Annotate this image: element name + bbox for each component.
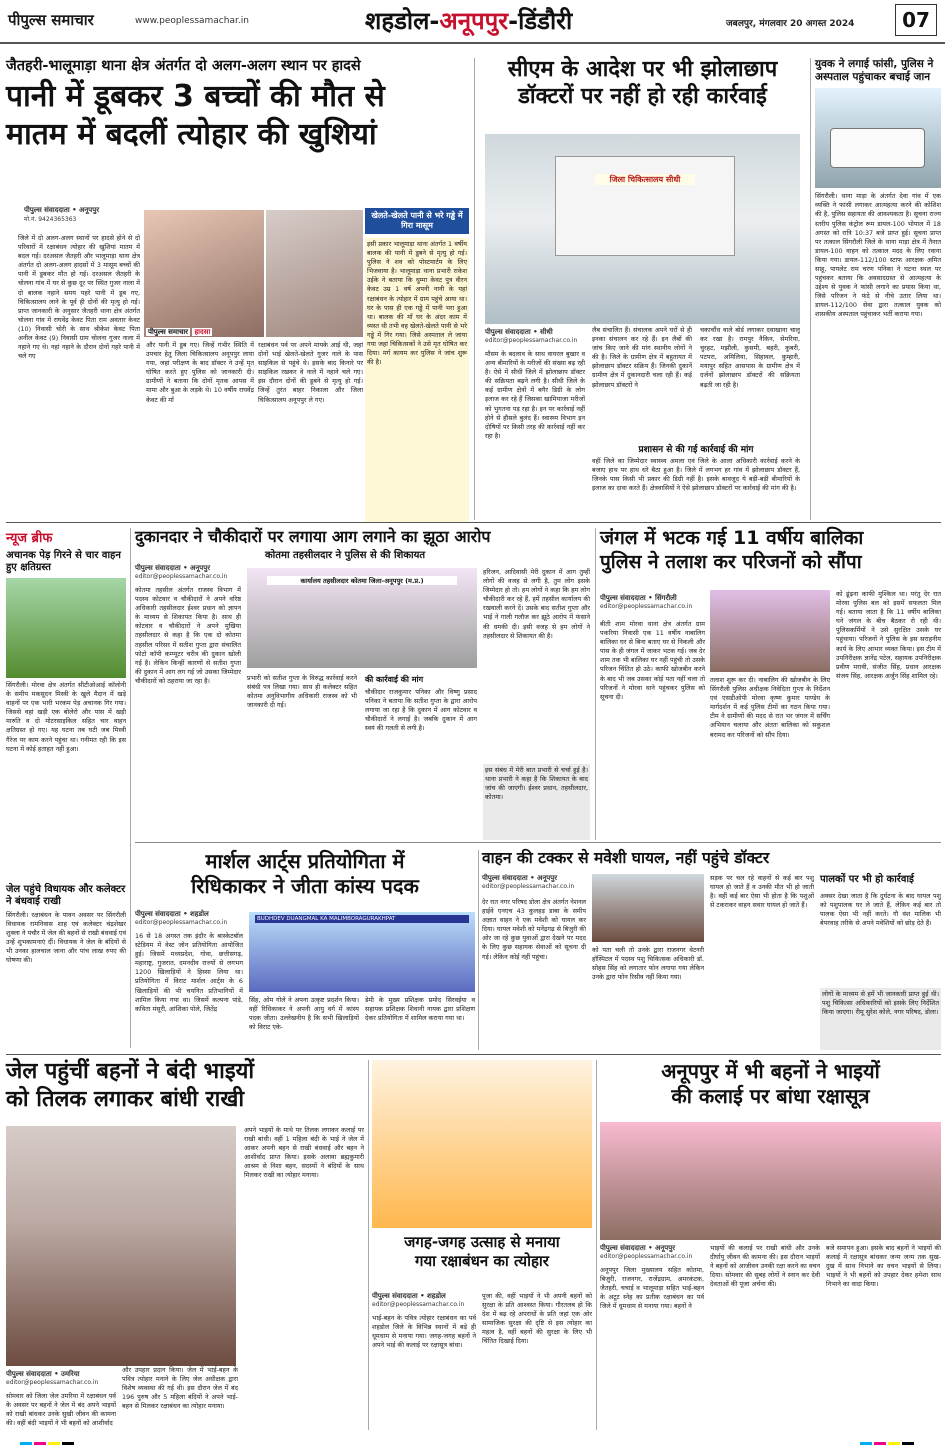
- dateline: जबलपुर, मंगलवार 20 अगस्त 2024: [726, 19, 855, 29]
- drowning-photo-1: [144, 210, 264, 337]
- jail-col3: अपने भाइयों के माथे पर तिलक लगाकर कलाई पर राखी बांधी। वहीं 1 महिला बंदी के भाई ने जेल में आकर अपनी बहन से राखी बंधवाई और बहन ने आशीर्वाद प्राप्त किया। इसके अलावा ब्रह्मकुमारी आश्रम से निशा बहन, सदस्यों ने बंदियों के साथ मिलकर राखी का त्योहार मनाया।: [244, 1126, 364, 1180]
- brief-item2-body: सिंगरौली। रक्षाबंधन के पावन अवसर पर सिंगरौली विधायक रामनिवास शाह एवं कलेक्टर चंद्रशेखर शुक्ला ने पचौर में जेल की बहनों से राखी बंधवाई एवं उन्हें शुभकामनाएं दीं। विधायक ने जेल के बंदियों से भी उनका हालचाल जाना और पांच लाख रुपए की घोषणा की।: [6, 911, 126, 965]
- cattle-byline: पीपुल्स संवाददाता • अनूपपुर: [482, 874, 558, 882]
- cattle-col2: को पता चली तो उनके द्वारा राजनगर वेटनरी हॉस्पिटल में पदस्थ पशु चिकित्सक अधिकारी डॉ. सोहस सिंह को लगातार फोन लगाया गया लेकिन उनके द्वारा फोन रिसीव नहीं किया गया।: [592, 946, 704, 982]
- lost-girl-email: editor@peoplessamachar.co.in: [600, 603, 693, 610]
- brief-item1-photo: [6, 578, 126, 678]
- quack-col2: लैब संचालित हैं। संचालक अपने घरों से ही इनका संचालन कर रहे हैं। इन लैबों की जांच किए जाने की मांग स्थानीय लोगों ने की है। जिले के ग्रामीण क्षेत्र में बहुतायत में झोलाछाप डॉक्टर सक्रिय हैं। जिनकी दुकानें ग्रामीण क्षेत्र में दुकानदारी चला रही हैं। कई झोलाछाप डॉक्टरों ने: [592, 326, 692, 389]
- anuppur-col1: अनूपपुर जिला मुख्यालय सहित कोतमा, बिजुरी, राजनगर, राजेंद्रग्राम, अमरकंटक, जैतहरी, चचाई व भालूमाड़ा सहित भाई-बहन के अटूट स्नेह का प्रतीक रक्षाबंधन का पर्व जिले में धूमधाम से मनाया गया। बहनों ने: [600, 1266, 704, 1311]
- quack-headline-1: सीएम के आदेश पर भी झोलाछाप: [507, 57, 778, 82]
- drowning-headline-1: पानी में डूबकर 3 बच्चों की मौत से: [6, 79, 385, 115]
- drowning-side-box: [365, 208, 469, 518]
- story-fire: [135, 528, 590, 840]
- side-body: इसी प्रकार भालूमाड़ा थाना अंतर्गत 1 वर्षीय बालक की पानी में डूबने से मृत्यु हो गई। पुलिस ने शव को पोस्टमार्टम के लिए भिजवाया है। भालूमाड़ा थाना प्रभारी राकेश उईके ने बताया कि धुम्मा केवट पुत्र वीरन केवट उम्र 1 वर्ष अपनी नानी के यहां रक्षाबंधन के त्योहार में ग्राम पहुंचे आया था। घर के पास ही एक गड्ढे में पानी भरा हुआ था। बालक की माँ घर के अंदर काम में व्यस्त थी तभी वह खेलते-खेलते पानी से भरे गड्ढे में गिर गया। जिसे अस्पताल ले जाया गया जहां चिकित्सकों ने उसे मृत घोषित कर दिया। मर्ग कायम कर पुलिस ने जांच शुरू की है।: [365, 238, 469, 523]
- fire-col1: कोतमा तहसील अंतर्गत राजस्व विभाग में पदस्थ कोटवार व चौकीदारों ने अपने वरिष्ठ अधिकारी तहसीलदार ईश्वर प्रधान को ज्ञापन के माध्यम से शिकायत किया है। साथ ही कोटवार व चौकीदारों ने अपने मुखिया तहसीलदार से कहा है कि एक दो कोतमा तहसील परिसर में सतीश गुप्ता द्वारा संचालित फोटो कॉपी कम्प्यूटर चरीत्र की दुकान खोली गई है। लेकिन किन्हीं कारणों से सतीश गुप्ता की दुकान में आग लग गई जो उसका जिम्मेदार चौकीदारों को ठहराया जा रहा है।: [135, 586, 241, 685]
- region-title: [365, 4, 572, 37]
- story-lost-girl: [600, 528, 941, 840]
- registration-bar: [20, 1435, 76, 1443]
- story-suicide: [815, 58, 941, 520]
- jail-headline-2: को तिलक लगाकर बांधी राखी: [6, 1086, 245, 1112]
- lost-girl-byline: पीपुल्स संवाददाता • सिंगरौली: [600, 594, 677, 602]
- fire-quote: इस संबंध में मेरी बात प्रभारी से चर्चा हुई है। थाना प्रभारी ने कहा है कि शिकायत के बाद जांच की जाएगी। ईश्वर प्रधान, तहसीलदार, कोतमा।: [483, 764, 590, 840]
- martial-headline-1: मार्शल आर्ट्स प्रतियोगिता में: [205, 849, 405, 873]
- story-cattle: [482, 850, 941, 1050]
- news-brief: [6, 528, 126, 1050]
- cattle-side-headline: पालकों पर भी हो कार्रवाई: [820, 874, 914, 885]
- quack-col1: मौसम के बदलाव के साथ वायरल बुखार व अन्य बीमारियों के मरीजों की संख्या बढ़ रही है। ऐसे में सीधी जिले में झोलाछाप डॉक्टर की सक्रियता बढ़ने लगी है। सीधी जिले के कई ग्रामीण क्षेत्रों में बगैर डिग्री के लोग इलाज कर रहे हैं जिसका खामियाजा मरीजों को भुगतना पड़ रहा है। इन पर कार्रवाई नहीं होने से हौसले बुलंद हैं। स्वास्थ्य विभाग इन दोषियों पर किसी तरह की कार्रवाई नहीं कर रहा है।: [485, 350, 585, 440]
- story-quack: [480, 58, 805, 520]
- cattle-col3: सड़क पर चल रहे वाहनों से कई बार पशु घायल हो जाते हैं व उनकी मौत भी हो जाती है। वहीं कई बार ऐसा भी होता है कि पशुओं से टकराकर वाहन सवार घायल हो जाते हैं।: [710, 874, 814, 910]
- story-anuppur-rakhi: [600, 1060, 941, 1430]
- lost-girl-photo: [710, 590, 830, 672]
- quack-photo-hospital: [485, 134, 800, 324]
- fire-col3: चौकीदार राजकुमार पनिका और विष्णु प्रसाद पनिका ने बताया कि सतीश गुप्ता के द्वारा आरोप लगाया जा रहा है कि दुकान में आग कोटवार व चौकीदारों ने लगाई है। जबकि दुकान में आग स्वयं की गलती से लगी है।: [365, 688, 477, 733]
- story-drowning: [6, 58, 469, 518]
- cattle-quote: लोगों के माध्यम से हमें भी जानकारी प्राप्त हुई थी। पशु चिकित्सा अधिकारियों को इसके लिए निर्देशित किया जाएगा। रीमू सुरेश कोले, नगर परिषद, डोला।: [820, 988, 941, 1050]
- region-title-anuppur: अनूपपुर: [439, 7, 509, 35]
- side-heading: खेलते-खेलते पानी से भरे गड्ढे में गिरा मासूम: [365, 208, 469, 234]
- suicide-headline: युवक ने लगाई फांसी, पुलिस ने अस्पताल पहुंचाकर बचाई जान: [815, 58, 934, 84]
- anuppur-col2: भाइयों की कलाई पर राखी बांधी और उनके दीर्घायु जीवन की कामना की। इस दौरान भाइयों ने बहनों को आजीवन उनकी रक्षा करने का वचन दिया। सोमवार की सुबह लोगों ने स्नान कर देवी देवताओं की पूजा अर्चना की।: [710, 1244, 820, 1289]
- fire-photo: [247, 568, 477, 668]
- hospital-building: [555, 156, 735, 256]
- festival-col2: पूजा की, वहीं भाइयों ने भी अपनी बहनों को सुरक्षा के प्रति आश्वस्त किया। गौरतलब हो कि देश में बढ़ रहे अपराधों के प्रति जहां एक ओर सामाजिक सुरक्षा की दृष्टि से इस त्योहार का महत्व है, वहीं बहनों की सुरक्षा के लिए भी चिंतित दिखाई दिया।: [482, 1292, 592, 1346]
- page-number: 07: [895, 4, 937, 36]
- drowning-headline-2: मातम में बदलीं त्योहार की खुशियां: [6, 116, 377, 152]
- jail-photo: [6, 1126, 236, 1366]
- quack-col3: चकाचौंध वाले बोर्ड लगाकर दवाखाना चालू कर रखा है। रामपुर नैकिन, सेमरिया, चुरहट, मझौली, कुसमी, बहरी, कुबरी, पटपरा, अमिलिया, सिहावल, कुम्हारी, मयापुर सहित आसपास के ग्रामीण क्षेत्र में दर्जनों झोलाछाप डॉक्टरों की सक्रियता बढ़ती जा रही है।: [700, 326, 800, 389]
- jail-byline: पीपुल्स संवाददाता • उमरिया: [6, 1370, 80, 1378]
- drowning-body-right: रक्षाबंधन पर्व पर अपने मायके आई थी, जहां दोनों भाई खेलते-खेलते गुजर नाले के पास साइकिल से पहुंचे थे। इसके बाद किनारे पर साइकिल रखकर वे नाले में नहाने चले गए। इस दौरान दोनों की डूबने से मृत्यु हो गई। जिन्हें तुरंत बाहर निकाला और जिला चिकित्सालय अनूपपुर ले गए।: [258, 341, 363, 404]
- fire-byline: पीपुल्स संवाददाता • अनूपपुर: [135, 564, 211, 572]
- anuppur-photo: [600, 1122, 941, 1240]
- brief-item2-title: जेल पहुंचे विधायक और कलेक्टर ने बंधवाई राखी: [6, 884, 126, 907]
- fire-col2: प्रभारी को सतीश गुप्ता के विरुद्ध कार्रवाई करने संबंधी पत्र लिखा गया। साथ ही कलेक्टर सहित कोतमा अनुविभागीय अधिकारी राजस्व को भी जानकारी दी गई।: [247, 674, 357, 710]
- drowning-mobile: मो.नं. 9424365363: [24, 216, 77, 223]
- martial-headline-2: रिधिकाकर ने जीता कांस्य पदक: [191, 874, 419, 899]
- quack-byline: पीपुल्स संवाददाता • सीधी: [485, 328, 553, 336]
- demand-title: प्रशासन से की गई कार्रवाई की मांग: [638, 445, 754, 455]
- martial-banner: BUDHDEV DUANGMAL KA MALIMBORAGURAKHPAT: [255, 915, 469, 923]
- suicide-body: सिंगरौली। थाना माड़ा के अंतर्गत देवा गांव में एक व्यक्ति ने फांसी लगाकर आत्महत्या करने की कोशिश की है, पुलिस सहायता की आवश्यकता है। सूचना राज्य स्तरीय पुलिस कंट्रोल रूम डायल-100 भोपाल में 18 अगस्त को रात्रि 10:37 बजे प्राप्त हुई। सूचना प्राप्त पर तत्काल सिंगरौली जिले के थाना माड़ा क्षेत्र में तैनात डायल-100 वाहन को तत्काल मदद के लिए रवाना किया गया। डायल-112/100 स्टाफ आरक्षक अमित साहू, पायलेट राम चरण पनिका ने घटना स्थल पर पहुंचकर बताया कि अवसादग्रस्त से आत्महत्या के उद्देश्य से युवक ने फांसी लगाने का प्रयास किया था, जिसे परिजन ने फंदे से नीचे उतार लिया था। डायल-112/100 सेवा द्वारा तत्काल युवक को शासकीय अस्पताल पहुंचाकर भर्ती कराया गया।: [815, 192, 941, 319]
- fire-headline: दुकानदार ने चौकीदारों पर लगाया आग लगाने का झूठा आरोप: [135, 527, 491, 546]
- martial-col3: डेमी के मुख्य प्रशिक्षक प्रमोद सिरवईया व सहायक प्रशिक्षक शिवानी नायक द्वारा प्रशिक्षण देकर प्रतियोगिता में शामिल कराया गया था।: [365, 996, 475, 1023]
- demand-body: वहीं जिले का जिम्मेदार स्वास्थ्य अमला एवं जिले के आला अधिकारी कार्रवाई करने के बजाए हाथ पर हाथ धरे बैठा हुआ है। जिले में लगभग हर गांव में झोलाछाप डॉक्टर हैं, जिनके पास किसी भी प्रकार की डिग्री नहीं है। इसके बावजूद ये बड़ी-बड़ी बीमारियों के इलाज का दावा करते हैं। क्षेत्रवासियों ने ऐसे झोलाछाप डॉक्टरों पर कार्रवाई की मांग की है।: [592, 457, 800, 493]
- region-title-dindori: -डिंडौरी: [508, 7, 573, 35]
- martial-col1: 16 से 18 अगस्त तक इंदौर के बास्केटबॉल स्टेडियम में वेस्ट जोन प्रतियोगिता आयोजित हुई। जिसमें मध्यप्रदेश, गोवा, छत्तीसगढ़, महाराष्ट्र, गुजरात, दमनदीव राज्यों से लगभग 1200 खिलाड़ियों ने हिस्सा लिया था। प्रतियोगिता में विराट मार्शल आर्ट्स के 6 खिलाड़ियों की भी चयनित प्रतिभागियों में शामिल किया गया था। जिसमें कल्पना पांडे, कविता मंसूरी, आंशिका पोले, जितेंद्र: [135, 932, 243, 1013]
- anuppur-email: editor@peoplessamachar.co.in: [600, 1253, 693, 1260]
- lost-girl-headline-2: पुलिस ने तलाश कर परिजनों को सौंपा: [600, 551, 862, 574]
- drowning-body-mid: और पानी में डूब गए। जिन्हें गंभीर स्थिति में उपचार हेतु जिला चिकित्सालय अनूपपुर लाया गया, जहां परीक्षण के बाद डॉक्टर ने उन्हें मृत घोषित करते हुए पुलिस को जानकारी दी। ग्रामीणों ने बताया कि दोनों मृतक आपस में मामा और बुआ के लड़के थे। 10 वर्षीय राघवेंद्र केवट की माँ: [146, 341, 254, 404]
- anuppur-col3: बजे समापन हुआ। इसके बाद बहनों ने भाइयों की कलाई में रक्षासूत्र बांधकर जन्म जन्म तक सुख-दुख में साथ निभाने का वचन भाइयों से लिया। भाइयों ने भी बहनों को उपहार देकर हमेशा साथ निभाने का वादा किया।: [826, 1244, 941, 1289]
- festival-headline-1: जगह-जगह उत्साह से मनाया: [404, 1233, 560, 1251]
- jail-col1: सोमवार को जिला जेल उमरिया में रक्षाबंधन पर्व के अवसर पर बहनों ने जेल में बंद अपने भाइयों को राखी बांधकर उनके सुखी जीवन की कामना की। वहीं बंदी भाइयों ने भी बहनों को आशीर्वाद: [6, 1392, 116, 1428]
- brief-item1-title: अचानक पेड़ गिरने से चार वाहन हुए क्षतिग्रस्त: [6, 550, 121, 573]
- martial-col2: सिंह, ओम गोले ने अपना उत्कृष्ट प्रदर्शन किया। वहीं रिधिकाकर ने अपनी आयु वर्ग में कांस्य पदक जीता। उल्लेखनीय है कि सभी खिलाड़ियों को विराट एके-: [249, 996, 359, 1032]
- cattle-headline: वाहन की टक्कर से मवेशी घायल, नहीं पहुंचे डॉक्टर: [482, 849, 770, 867]
- lost-girl-col1: बीती शाम मोरवा थाना क्षेत्र अंतर्गत ग्राम पकरिया निवासी एक 11 वर्षीय नाबालिग बालिका घर से बिना बताए घर से निकली और पास के ही जंगल में जाकर भटक गई। जब देर शाम तक भी बालिका घर नहीं पहुंची तो उसके परिजन चिंतित हो उठे। काफी खोजबीन करने के बाद भी जब उसका कोई पता नहीं चला तो परिजनों ने मोरवा थाने पहुंचकर पुलिस को सूचना दी।: [600, 620, 705, 701]
- brief-item1-body: सिंगरौली। मोरवा क्षेत्र अंतर्गत सीटीओआई कॉलोनी के समीप मकसूदन मिस्त्री के खुले मैदान में खड़े वाहनों पर एक भारी भरकम पेड़ अचानक गिर गया। जिससे वहां खड़ी एक बोलेरो और पास में खड़ी मारुति व दो मोटरसाइकिल सहित चार वाहन क्षतिग्रस्त हो गए। यह घटना तब घटी जब मिस्त्री गैरेज पर काम करने पहुंचा था। गनीमत रही कि इस घटना में कोई हताहत नहीं हुआ।: [6, 681, 126, 753]
- jail-headline-1: जेल पहुंचीं बहनों ने बंदी भाइयों: [6, 1059, 255, 1084]
- news-brief-label: न्यूज ब्रीफ: [6, 531, 53, 546]
- martial-photo: [249, 912, 475, 992]
- cattle-photo: [592, 874, 704, 942]
- brand-logo: [8, 8, 94, 32]
- drowning-body-left: जिले में दो अलग-अलग स्थानों पर हादसे होने से दो परिवारों में रक्षाबंधन त्योहार की खुशियां मातम में बदल गई। दरअसल जैतहरी और भालूमाड़ा थाना क्षेत्र अंतर्गत दो अलग-अलग हादसों में 3 मासूम बच्चों की पानी में डूबकर मौत हो गई। दरअसल जैतहरी के चोलना गांव में घर से कुछ दूर पर स्थित गुजर नाला में दो बालक नहाने समय पहरे पानी में डूब गए, चिकित्सालय लाने के पूर्व ही दोनों की मृत्यु हो गई। प्राप्त जानकारी के अनुसार जैतहरी थाना क्षेत्र अंतर्गत चोलना गांव में राघवेंद्र केवट पिता राम अवतार केवट (10) निवासी चोरी के साथ श्रीकेश केवट पिता अनील केवट (9) निवासी ग्राम चोलना गुजर नाला में नहाने गए थे। नहां नहाने के दौरान दोनों गहरे पानी में चले गए: [18, 234, 140, 361]
- fire-email: editor@peoplessamachar.co.in: [135, 573, 228, 580]
- ambulance-icon: [830, 128, 925, 168]
- martial-byline: पीपुल्स संवाददाता • शहडोल: [135, 910, 209, 918]
- cattle-col1: देर रात नगर परिषद डोला क्षेत्र अंतर्गत नेशनल हाईवे एनएच 43 कुलहड़ डाबा के समीप अज्ञात वाहन ने एक मवेशी को घायल कर दिया। घायल मवेशी को मनेंद्रगढ़ से बिजुरी की ओर जा रहे कुछ युवाओं द्वारा देखने पर मदद के लिए कुछ सहायक सेवाओं को सूचना दी गई। लेकिन कोई नहीं पहुंचा।: [482, 898, 586, 961]
- festival-byline: पीपुल्स संवाददाता • शहडोल: [372, 1292, 446, 1300]
- drowning-kicker: जैतहरी-भालूमाड़ा थाना क्षेत्र अंतर्गत दो अलग-अलग स्थान पर हादसे: [6, 58, 361, 74]
- festival-col1: भाई-बहन के पवित्र त्योहार रक्षाबंधन का पर्व शहडोल जिले के विभिन्न स्थानों में बड़े ही धूमधाम से मनाया गया। जगह-जगह बहनों ने अपने भाई की कलाई पर रक्षासूत्र बांधा।: [372, 1314, 476, 1350]
- story-jail-rakhi: [6, 1060, 364, 1430]
- website: www.peoplessamachar.in: [135, 16, 249, 26]
- masthead: [0, 0, 945, 44]
- quack-email: editor@peoplessamachar.co.in: [485, 337, 578, 344]
- martial-email: editor@peoplessamachar.co.in: [135, 919, 228, 926]
- fire-action-title: की कार्रवाई की मांग: [365, 675, 424, 684]
- hospital-sign: जिला चिकित्सालय सीधी: [595, 174, 695, 185]
- cattle-email: editor@peoplessamachar.co.in: [482, 883, 575, 890]
- drowning-byline: पीपुल्स संवाददाता • अनूपपुर: [24, 206, 100, 214]
- quack-demand-box: [592, 442, 800, 520]
- jail-email: editor@peoplessamachar.co.in: [6, 1379, 99, 1386]
- fire-col4: हरिजन, आदिवासी मेरी दुकान में आग तुम्हीं लोगों की वजह से लगी है, तुम लोग इसके जिम्मेदार हो तो। हम लोगों ने कहा कि हम लोग चौकीदारी कर रहे हैं, हमें तहसील कार्यालय की रखवाली करने दें। उसके बाद सतीश गुप्ता और भाई ने गाली गलौज कर झूठे आरोप में फंसाने की धमकी दी। इसी वजह से हम लोगों ने तहसीलदार से शिकायत की है।: [483, 568, 590, 640]
- drowning-photo-2: [266, 210, 363, 337]
- drowning-photo-caption: [146, 328, 212, 337]
- story-festival: [372, 1060, 592, 1430]
- cattle-col4: अक्सर देखा जाता है कि दुर्घटना के बाद घायल पशु को पशुपालक घर ले जाते हैं, लेकिन कई बार तो पालक ऐसा भी नहीं करते। गौ वंश मालिक भी बेपरवाह तरीके से अपने मवेशियों को छोड़ देते हैं।: [820, 892, 941, 928]
- fire-subhead: कोतमा तहसीलदार ने पुलिस से की शिकायत: [265, 549, 426, 561]
- story-martial: [135, 850, 475, 1050]
- fire-photo-banner: कार्यालय तहसीलदार कोतमा जिला-अनूपपुर (म.प्र.): [267, 576, 457, 585]
- region-title-shahdol: शहडोल-: [365, 7, 440, 35]
- lost-girl-headline-1: जंगल में भटक गई 11 वर्षीय बालिका: [600, 527, 864, 549]
- festival-photo: [372, 1060, 592, 1228]
- caption-brand: पीपुल्स समाचार: [148, 328, 189, 336]
- festival-headline-2: गया रक्षाबंधन का त्योहार: [415, 1251, 549, 1270]
- quack-headline-2: डॉक्टरों पर नहीं हो रही कार्रवाई: [518, 83, 767, 109]
- lost-girl-col3: को ढूंढ़ना काफी मुश्किल था। परंतु देर रात मोरवा पुलिस बल को इसमें सफलता मिल गई। बताया जाता है कि 11 वर्षीय बालिका घने जंगल के बीच बैठकर रो रही थी। पुलिसकर्मियों ने उसे सुरक्षित उसके घर पहुंचाया। परिजनों ने पुलिस के इस सराहनीय कार्य के लिए आभार व्यक्त किया। इस टीम में उपनिरीक्षक ज्ञानेंद्र पटेल, सहायक उपनिरीक्षक प्रवीण मरावी, संजीत सिंह, प्रधान आरक्षक संजय सिंह, आरक्षक अर्जुन सिंह शामिल रहे।: [836, 590, 941, 680]
- brand-logo-text: पीपुल्स समाचार: [8, 11, 94, 29]
- suicide-photo: [815, 88, 941, 188]
- anuppur-byline: पीपुल्स संवाददाता • अनूपपुर: [600, 1244, 676, 1252]
- registration-bar-right: [860, 1435, 916, 1443]
- caption-tag: हादसा: [194, 328, 211, 336]
- lost-girl-col2: तलाश शुरू कर दी। नाबालिग की खोजबीन के लिए सिंगरौली पुलिस अधीक्षक निवेदिता गुप्ता के निर्देशन एवं एसडीओपी मोरवा कृष्ण कुमार पाण्डेय के मार्गदर्शन में कई पुलिस टीमों का गठन किया गया। टीम ने ग्रामीणों की मदद से रात भर जंगल में सर्चिंग अभियान चलाया और अंततः बालिका को सकुशल बरामद कर परिजनों को सौंप दिया।: [710, 676, 830, 739]
- anuppur-headline-2: की कलाई पर बांधा रक्षासूत्र: [671, 1084, 870, 1109]
- festival-email: editor@peoplessamachar.co.in: [372, 1301, 465, 1308]
- anuppur-headline-1: अनूपपुर में भी बहनों ने भाइयों: [661, 1059, 880, 1083]
- jail-col2: और उपहार प्रदान किया। जेल में भाई-बहन के पवित्र त्योहार मनाने के लिए जेल अधीक्षक द्वारा विशेष व्यवस्था की गई थी। इस दौरान जेल में बंद 196 पुरुष और 5 महिला बंदियों ने अपने भाई-बहन से मिलकर रक्षाबंधन का त्योहार मनाया।: [122, 1366, 238, 1411]
